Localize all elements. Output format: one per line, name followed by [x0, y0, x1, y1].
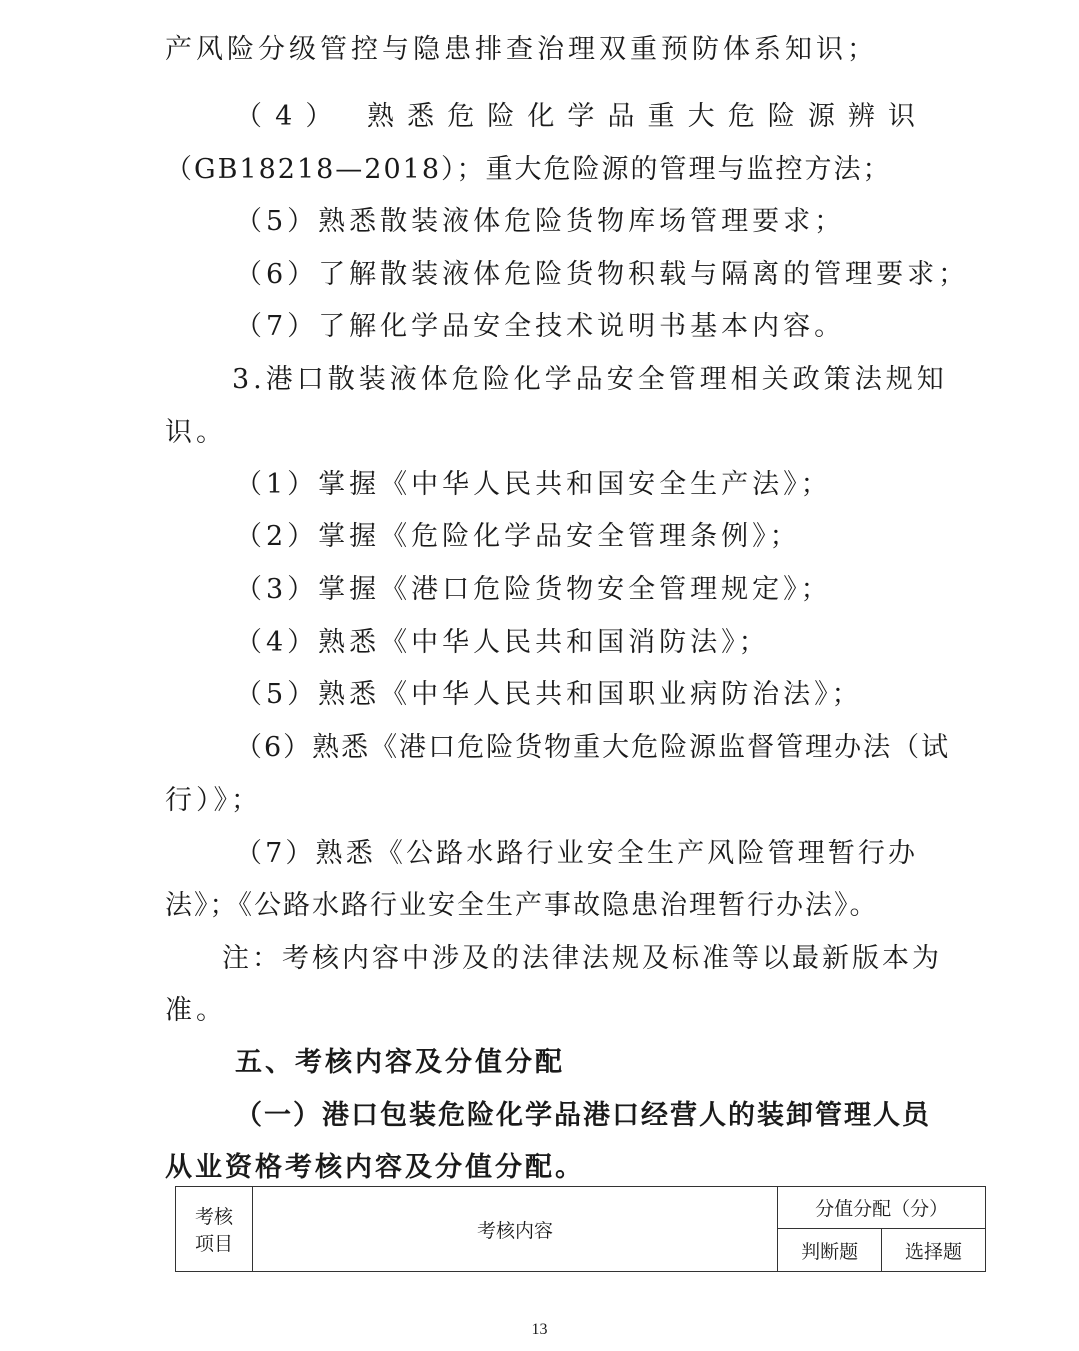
text-line: 识。 — [165, 417, 227, 448]
subsection-heading: （一）港口包装危险化学品港口经营人的装卸管理人员 — [235, 1100, 931, 1131]
text-line: （6）了解散装液体危险货物积载与隔离的管理要求； — [235, 259, 970, 290]
note-line: 准。 — [165, 995, 227, 1026]
text-line: （2）掌握《危险化学品安全管理条例》； — [235, 521, 801, 552]
score-table — [175, 1186, 986, 1272]
header-cell-item — [176, 1187, 253, 1272]
text-line: 3.港口散装液体危险化学品安全管理相关政策法规知 — [232, 364, 948, 395]
text-line: （5）熟悉《中华人民共和国职业病防治法》； — [235, 679, 863, 710]
text-line: （GB18218—2018）；重大危险源的管理与监控方法； — [165, 154, 892, 185]
text-line: （5）熟悉散装液体危险货物库场管理要求； — [235, 206, 846, 237]
text-line: （4） 熟悉危险化学品重大危险源辨识 — [235, 101, 915, 132]
text-line: （7）熟悉《公路水路行业安全生产风险管理暂行办 — [235, 838, 915, 869]
text-line: （1）掌握《中华人民共和国安全生产法》； — [235, 469, 832, 500]
header-text: 项目 — [194, 1233, 233, 1255]
section-heading: 五、考核内容及分值分配 — [235, 1047, 565, 1078]
header-cell-judge: 判断题 — [778, 1229, 882, 1272]
header-text: 考核 — [194, 1206, 233, 1228]
page-number: 13 — [531, 1321, 548, 1338]
text-line: 法》；《公路水路行业安全生产事故隐患治理暂行办法》。 — [165, 890, 879, 921]
note-line: 注：考核内容中涉及的法律法规及标准等以最新版本为 — [222, 943, 942, 974]
text-line: （6）熟悉《港口危险货物重大危险源监督管理办法（试 — [235, 732, 951, 763]
text-line: （7）了解化学品安全技术说明书基本内容。 — [235, 311, 846, 342]
text-line: （4）熟悉《中华人民共和国消防法》； — [235, 627, 770, 658]
text-line: 行）》； — [165, 785, 262, 816]
text-line: 产风险分级管控与隐患排查治理双重预防体系知识； — [165, 34, 878, 65]
header-cell-score: 分值分配（分） — [778, 1187, 986, 1229]
header-cell-choice: 选择题 — [882, 1229, 986, 1272]
subsection-heading-cont: 从业资格考核内容及分值分配。 — [165, 1152, 585, 1183]
header-cell-content: 考核内容 — [252, 1187, 777, 1272]
text-line: （3）掌握《港口危险货物安全管理规定》； — [235, 574, 832, 605]
